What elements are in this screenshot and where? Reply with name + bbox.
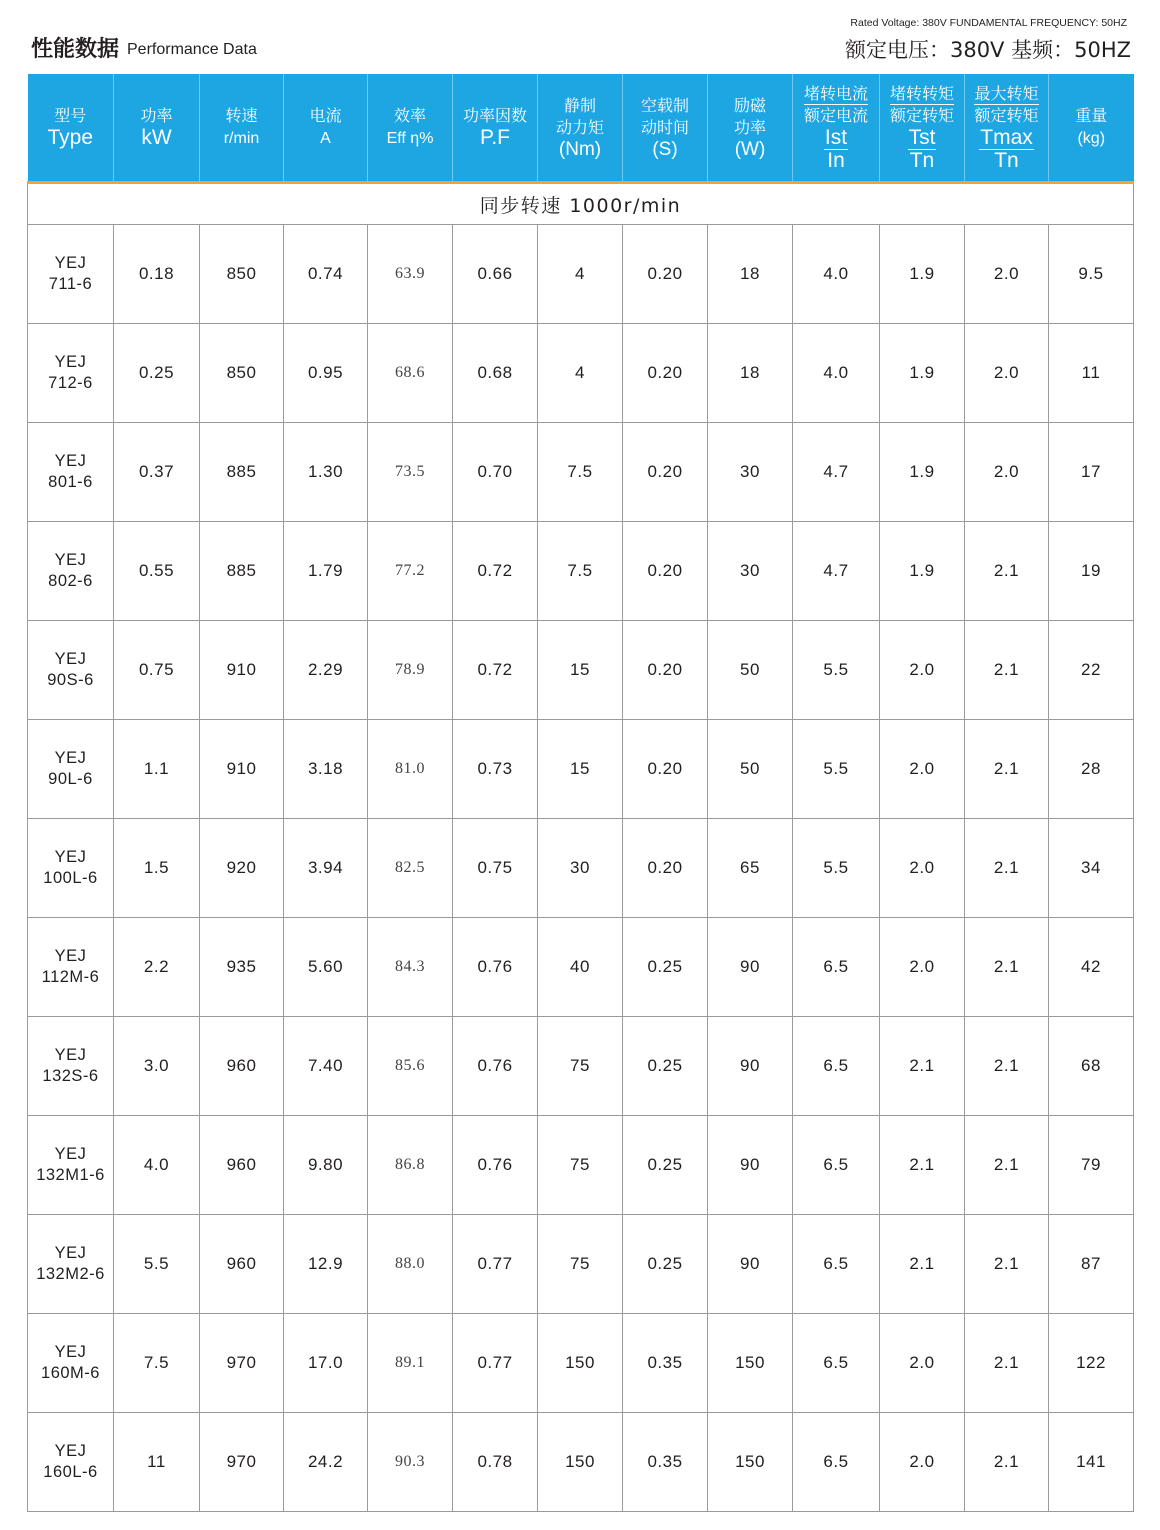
col-speed: 转速 r/min: [200, 74, 284, 183]
cell-locked-torque-ratio: 1.9: [880, 324, 965, 423]
cell-excitation-power: 90: [708, 918, 793, 1017]
cell-weight: 19: [1049, 522, 1134, 621]
cell-type: [28, 324, 114, 423]
cell-weight: 122: [1049, 1314, 1134, 1413]
type-model: 160M-6: [41, 1364, 100, 1382]
cell-locked-torque-ratio: 2.1: [880, 1017, 965, 1116]
cell-power: 0.37: [114, 423, 200, 522]
cell-max-torque-ratio: 2.1: [965, 1017, 1049, 1116]
cell-brake-torque: 15: [538, 720, 623, 819]
col-current: 电流 A: [284, 74, 368, 183]
cell-locked-current-ratio: 6.5: [793, 1413, 880, 1512]
cell-speed: 935: [200, 918, 284, 1017]
type-series: YEJ: [54, 1244, 87, 1262]
type-series: YEJ: [54, 1046, 87, 1064]
type-series: YEJ: [54, 551, 87, 569]
table-row: [28, 621, 1134, 720]
cell-locked-torque-ratio: 1.9: [880, 522, 965, 621]
table-row: [28, 1116, 1134, 1215]
cell-brake-time: 0.20: [623, 324, 708, 423]
cell-max-torque-ratio: 2.0: [965, 423, 1049, 522]
cell-current: 17.0: [284, 1314, 368, 1413]
cell-brake-time: 0.25: [623, 918, 708, 1017]
table-row: [28, 1215, 1134, 1314]
page-title-cn: 性能数据: [31, 37, 120, 62]
cell-locked-torque-ratio: 2.0: [880, 1413, 965, 1512]
cell-type: [28, 1215, 114, 1314]
cell-excitation-power: 50: [708, 720, 793, 819]
page-title-en: Performance Data: [127, 41, 257, 58]
cell-power: 0.18: [114, 225, 200, 324]
table-row: [28, 423, 1134, 522]
cell-power: 2.2: [114, 918, 200, 1017]
cell-locked-current-ratio: 5.5: [793, 621, 880, 720]
col-power-factor: 功率因数 P.F: [453, 74, 538, 183]
cell-current: 12.9: [284, 1215, 368, 1314]
cell-weight: 17: [1049, 423, 1134, 522]
cell-power: 0.55: [114, 522, 200, 621]
cell-brake-torque: 75: [538, 1215, 623, 1314]
cell-brake-torque: 7.5: [538, 522, 623, 621]
cell-excitation-power: 18: [708, 225, 793, 324]
cell-type: [28, 1017, 114, 1116]
cell-locked-current-ratio: 6.5: [793, 1215, 880, 1314]
cell-power-factor: 0.72: [453, 522, 538, 621]
cell-type: [28, 720, 114, 819]
col-efficiency: 效率 Eff η%: [368, 74, 453, 183]
cell-efficiency: 78.9: [368, 621, 453, 720]
table-row: [28, 1017, 1134, 1116]
cell-locked-current-ratio: 5.5: [793, 819, 880, 918]
cell-excitation-power: 18: [708, 324, 793, 423]
cell-current: 5.60: [284, 918, 368, 1017]
cell-locked-current-ratio: 4.7: [793, 423, 880, 522]
cell-brake-time: 0.25: [623, 1116, 708, 1215]
cell-speed: 970: [200, 1314, 284, 1413]
cell-brake-torque: 4: [538, 225, 623, 324]
cell-type: [28, 522, 114, 621]
cell-type: [28, 819, 114, 918]
cell-efficiency: 73.5: [368, 423, 453, 522]
cell-power-factor: 0.70: [453, 423, 538, 522]
cell-type: [28, 1314, 114, 1413]
cell-weight: 11: [1049, 324, 1134, 423]
type-model: 160L-6: [43, 1463, 98, 1481]
cell-weight: 34: [1049, 819, 1134, 918]
type-series: YEJ: [54, 749, 87, 767]
sync-speed-label: 同步转速 1000r/min: [28, 183, 1134, 225]
performance-table: [27, 74, 1134, 1512]
type-model: 802-6: [48, 572, 93, 590]
cell-weight: 79: [1049, 1116, 1134, 1215]
cell-brake-time: 0.35: [623, 1314, 708, 1413]
cell-current: 3.18: [284, 720, 368, 819]
cell-locked-current-ratio: 6.5: [793, 1314, 880, 1413]
cell-brake-torque: 150: [538, 1314, 623, 1413]
cell-speed: 885: [200, 522, 284, 621]
cell-max-torque-ratio: 2.1: [965, 1116, 1049, 1215]
type-model: 132M1-6: [36, 1166, 105, 1184]
cell-locked-torque-ratio: 2.0: [880, 819, 965, 918]
cell-weight: 9.5: [1049, 225, 1134, 324]
cell-locked-current-ratio: 4.7: [793, 522, 880, 621]
cell-speed: 850: [200, 225, 284, 324]
type-series: YEJ: [54, 1343, 87, 1361]
type-model: 112M-6: [41, 968, 100, 986]
cell-speed: 885: [200, 423, 284, 522]
cell-brake-time: 0.20: [623, 225, 708, 324]
cell-type: [28, 918, 114, 1017]
cell-excitation-power: 90: [708, 1215, 793, 1314]
cell-brake-torque: 4: [538, 324, 623, 423]
cell-speed: 960: [200, 1116, 284, 1215]
col-locked-torque-ratio: 堵转转矩 额定转矩 $\frac{\text{Tst}}{Tn}$: [880, 74, 965, 183]
cell-efficiency: 77.2: [368, 522, 453, 621]
cell-speed: 850: [200, 324, 284, 423]
cell-locked-current-ratio: 6.5: [793, 1017, 880, 1116]
type-model: 90L-6: [48, 770, 93, 788]
cell-brake-time: 0.20: [623, 621, 708, 720]
cell-brake-time: 0.20: [623, 720, 708, 819]
cell-type: [28, 621, 114, 720]
col-type: 型号 Type: [28, 74, 114, 183]
cell-efficiency: 82.5: [368, 819, 453, 918]
cell-current: 9.80: [284, 1116, 368, 1215]
cell-brake-time: 0.35: [623, 1413, 708, 1512]
type-model: 711-6: [48, 275, 93, 293]
cell-locked-current-ratio: 6.5: [793, 1116, 880, 1215]
cell-current: 1.30: [284, 423, 368, 522]
cell-locked-torque-ratio: 2.0: [880, 621, 965, 720]
cell-power: 7.5: [114, 1314, 200, 1413]
col-power: 功率 kW: [114, 74, 200, 183]
cell-current: 1.79: [284, 522, 368, 621]
cell-efficiency: 81.0: [368, 720, 453, 819]
cell-speed: 910: [200, 621, 284, 720]
type-series: YEJ: [54, 848, 87, 866]
cell-power: 1.1: [114, 720, 200, 819]
cell-type: [28, 225, 114, 324]
cell-efficiency: 85.6: [368, 1017, 453, 1116]
table-row: [28, 819, 1134, 918]
cell-current: 2.29: [284, 621, 368, 720]
col-brake-time: 空载制 动时间 (S): [623, 74, 708, 183]
col-max-torque-ratio: 最大转矩 额定转矩 $\frac{Tmax}{Tn}$: [965, 74, 1049, 183]
table-row: [28, 522, 1134, 621]
cell-power-factor: 0.66: [453, 225, 538, 324]
table-header-row: [28, 74, 1134, 183]
col-locked-current-ratio: 堵转电流 额定电流 $\frac{\text{Ist}}{In}$: [793, 74, 880, 183]
cell-brake-torque: 40: [538, 918, 623, 1017]
col-weight: 重量 (kg): [1049, 74, 1134, 183]
type-series: YEJ: [54, 650, 87, 668]
cell-efficiency: 86.8: [368, 1116, 453, 1215]
cell-power-factor: 0.77: [453, 1314, 538, 1413]
cell-power-factor: 0.75: [453, 819, 538, 918]
type-model: 132S-6: [42, 1067, 99, 1085]
cell-excitation-power: 30: [708, 423, 793, 522]
cell-power: 0.25: [114, 324, 200, 423]
cell-locked-torque-ratio: 2.1: [880, 1215, 965, 1314]
cell-power-factor: 0.72: [453, 621, 538, 720]
cell-brake-torque: 30: [538, 819, 623, 918]
cell-speed: 970: [200, 1413, 284, 1512]
type-model: 90S-6: [47, 671, 94, 689]
cell-weight: 68: [1049, 1017, 1134, 1116]
type-series: YEJ: [54, 1145, 87, 1163]
cell-current: 24.2: [284, 1413, 368, 1512]
cell-power: 3.0: [114, 1017, 200, 1116]
cell-weight: 141: [1049, 1413, 1134, 1512]
table-row: [28, 918, 1134, 1017]
cell-max-torque-ratio: 2.1: [965, 918, 1049, 1017]
col-excitation-power: 励磁 功率 (W): [708, 74, 793, 183]
table-row: [28, 720, 1134, 819]
page-header: [0, 0, 1160, 72]
type-model: 801-6: [48, 473, 93, 491]
cell-power-factor: 0.78: [453, 1413, 538, 1512]
cell-weight: 42: [1049, 918, 1134, 1017]
cell-weight: 22: [1049, 621, 1134, 720]
cell-speed: 910: [200, 720, 284, 819]
col-brake-torque: 静制 动力矩 (Nm): [538, 74, 623, 183]
type-series: YEJ: [54, 947, 87, 965]
rated-voltage-en: Rated Voltage: 380V FUNDAMENTAL FREQUENCY: 50HZ: [850, 17, 1127, 29]
cell-power-factor: 0.73: [453, 720, 538, 819]
cell-locked-current-ratio: 5.5: [793, 720, 880, 819]
cell-excitation-power: 90: [708, 1116, 793, 1215]
cell-type: [28, 423, 114, 522]
cell-brake-torque: 7.5: [538, 423, 623, 522]
cell-efficiency: 84.3: [368, 918, 453, 1017]
cell-power: 11: [114, 1413, 200, 1512]
cell-max-torque-ratio: 2.1: [965, 819, 1049, 918]
cell-efficiency: 68.6: [368, 324, 453, 423]
type-series: YEJ: [54, 1442, 87, 1460]
table-row: [28, 1413, 1134, 1512]
cell-power-factor: 0.76: [453, 1017, 538, 1116]
cell-efficiency: 63.9: [368, 225, 453, 324]
cell-speed: 960: [200, 1215, 284, 1314]
type-series: YEJ: [54, 254, 87, 272]
cell-speed: 960: [200, 1017, 284, 1116]
cell-power-factor: 0.76: [453, 918, 538, 1017]
cell-max-torque-ratio: 2.0: [965, 225, 1049, 324]
cell-brake-time: 0.20: [623, 423, 708, 522]
cell-locked-current-ratio: 6.5: [793, 918, 880, 1017]
cell-locked-torque-ratio: 1.9: [880, 423, 965, 522]
cell-locked-current-ratio: 4.0: [793, 324, 880, 423]
type-model: 132M2-6: [36, 1265, 105, 1283]
cell-current: 3.94: [284, 819, 368, 918]
cell-excitation-power: 150: [708, 1413, 793, 1512]
cell-locked-torque-ratio: 2.0: [880, 720, 965, 819]
cell-locked-torque-ratio: 1.9: [880, 225, 965, 324]
cell-type: [28, 1413, 114, 1512]
sync-speed-row: [28, 183, 1134, 225]
table-row: [28, 324, 1134, 423]
cell-power-factor: 0.77: [453, 1215, 538, 1314]
cell-max-torque-ratio: 2.1: [965, 1413, 1049, 1512]
cell-brake-torque: 75: [538, 1116, 623, 1215]
type-series: YEJ: [54, 452, 87, 470]
cell-brake-time: 0.20: [623, 819, 708, 918]
cell-locked-torque-ratio: 2.1: [880, 1116, 965, 1215]
cell-current: 0.95: [284, 324, 368, 423]
cell-power-factor: 0.76: [453, 1116, 538, 1215]
cell-max-torque-ratio: 2.1: [965, 621, 1049, 720]
cell-power: 5.5: [114, 1215, 200, 1314]
type-model: 712-6: [48, 374, 93, 392]
cell-max-torque-ratio: 2.0: [965, 324, 1049, 423]
cell-current: 7.40: [284, 1017, 368, 1116]
cell-power-factor: 0.68: [453, 324, 538, 423]
cell-excitation-power: 30: [708, 522, 793, 621]
cell-max-torque-ratio: 2.1: [965, 522, 1049, 621]
type-series: YEJ: [54, 353, 87, 371]
cell-power: 1.5: [114, 819, 200, 918]
cell-efficiency: 89.1: [368, 1314, 453, 1413]
cell-speed: 920: [200, 819, 284, 918]
cell-max-torque-ratio: 2.1: [965, 720, 1049, 819]
type-model: 100L-6: [43, 869, 98, 887]
cell-power: 0.75: [114, 621, 200, 720]
rated-voltage-cn: 额定电压：380V 基频：50HZ: [844, 38, 1131, 62]
cell-excitation-power: 90: [708, 1017, 793, 1116]
cell-weight: 28: [1049, 720, 1134, 819]
cell-max-torque-ratio: 2.1: [965, 1215, 1049, 1314]
cell-brake-torque: 15: [538, 621, 623, 720]
cell-locked-torque-ratio: 2.0: [880, 918, 965, 1017]
cell-brake-time: 0.20: [623, 522, 708, 621]
cell-current: 0.74: [284, 225, 368, 324]
cell-brake-time: 0.25: [623, 1017, 708, 1116]
cell-brake-time: 0.25: [623, 1215, 708, 1314]
table-row: [28, 1314, 1134, 1413]
cell-max-torque-ratio: 2.1: [965, 1314, 1049, 1413]
cell-type: [28, 1116, 114, 1215]
cell-efficiency: 88.0: [368, 1215, 453, 1314]
cell-weight: 87: [1049, 1215, 1134, 1314]
cell-power: 4.0: [114, 1116, 200, 1215]
cell-excitation-power: 65: [708, 819, 793, 918]
cell-excitation-power: 150: [708, 1314, 793, 1413]
cell-excitation-power: 50: [708, 621, 793, 720]
cell-brake-torque: 75: [538, 1017, 623, 1116]
cell-locked-torque-ratio: 2.0: [880, 1314, 965, 1413]
cell-efficiency: 90.3: [368, 1413, 453, 1512]
table-row: [28, 225, 1134, 324]
cell-brake-torque: 150: [538, 1413, 623, 1512]
cell-locked-current-ratio: 4.0: [793, 225, 880, 324]
